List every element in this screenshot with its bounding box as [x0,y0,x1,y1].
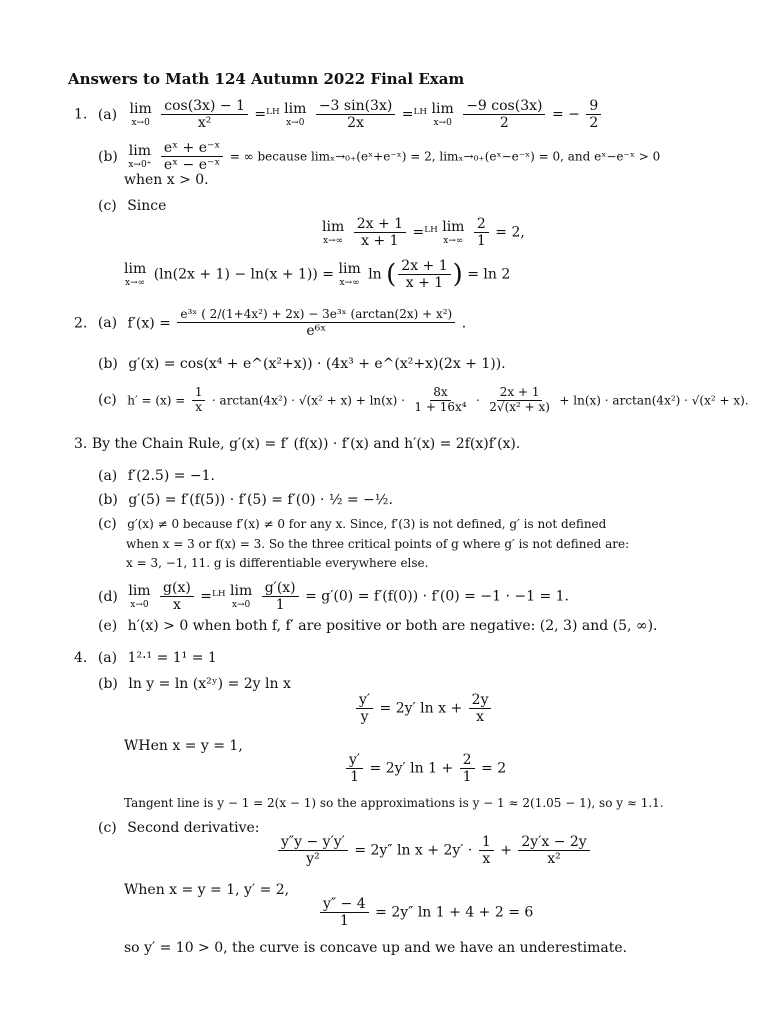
q3d-lhopital: =ᴸᴴ [200,588,226,605]
q3b-text: g′(5) = f′(f(5)) · f′(5) = f′(0) · ½ = −½. [128,492,393,508]
q1c-limit-3: lim x→∞ [124,261,147,288]
q1c-fraction-3: $\frac{2x + 1}{x + 1}$ [398,258,450,291]
q4b-equation-1 [354,692,493,725]
q1-number: 1. [74,106,88,123]
q4b-fraction-4: $\frac{2}{1}$ [460,752,475,785]
q1c-limit-1: lim x→∞ [322,219,345,246]
q3-number: 3. [74,436,88,452]
q2-line-c [98,386,749,415]
q3-line-b [98,492,393,510]
q2a-dot: . [461,315,467,332]
q1a-label: (a) [97,106,118,123]
q1c-equation-1 [322,216,525,249]
q4b-fraction-1: $\frac{y'}{y}$ [356,692,373,725]
q3c-line-3: x = 3, −1, 11. g is differentiable everywhere else. [126,556,429,570]
q1a-result: $\frac{9}{2}$ [586,98,601,131]
q1c-ln: ln [368,266,382,283]
q4c-label: (c) [98,820,117,836]
q2a-label: (a) [97,315,118,332]
q3d-limit-1: lim x→0 [128,583,151,610]
q4a-label: (a) [97,650,118,666]
q4-line-c [98,820,259,838]
q2c-middle: · arctan(4x²) · √(x² + x) + ln(x) · [211,393,405,408]
q4c-equation-2 [318,896,533,929]
q1c-middle: (ln(2x + 1) − ln(x + 1)) = [153,266,335,283]
q1b-label: (b) [98,148,118,165]
q4-line-a [74,650,217,668]
q4b-when: WHen x = y = 1, [124,738,243,754]
q3c-line-1: g′(x) ≠ 0 because f′(x) ≠ 0 for any x. Since, f′(3) is not defined, g′ is not defined [127,517,607,531]
q4c-equation-1 [276,834,592,867]
q4b-equation-2 [344,752,506,785]
q3d-fraction-1: $\frac{g(x)}{x}$ [160,580,194,613]
q1-line-b [98,140,660,173]
q1a-equals: = − [551,106,580,123]
q2c-lhs: h′ = (x) = [127,393,186,408]
q1-line-a [74,98,603,131]
q2b-label: (b) [98,356,118,372]
q4c-end: = 2y″ ln 1 + 4 + 2 = 6 [375,904,534,921]
q1a-limit-2: lim x→0 [284,101,307,128]
q1c-end: = ln 2 [467,266,511,283]
q4c-final: so y′ = 10 > 0, the curve is concave up and we have an underestimate. [124,940,628,956]
q1b-fraction: $\frac{\text{eˣ + e⁻ˣ}}{\text{eˣ − e⁻ˣ}}$ [161,140,223,173]
q3d-limit-2: lim x→0 [230,583,253,610]
q4c-fraction-2: $\frac{1}{x}$ [479,834,494,867]
q1c-limit-4: lim x→∞ [338,261,361,288]
q1a-lhopital-2: =ᴸᴴ [401,106,428,123]
q3c-label: (c) [98,516,117,532]
q3-line-c [98,516,606,534]
q4b-fraction-2: $\frac{2y}{x}$ [469,692,492,725]
q1c-fraction-1: $\frac{2x + 1}{x + 1}$ [354,216,406,249]
q2c-end: + ln(x) · arctan(4x²) · √(x² + x). [559,393,749,408]
q1b-continuation: when x > 0. [124,172,209,188]
q3d-end: = g′(0) = f′(f(0)) · f′(0) = −1 · −1 = 1. [305,588,569,605]
q2b-text: g′(x) = cos(x⁴ + e^(x²+x)) · (4x³ + e^(x²+x)(2x + 1)). [128,356,506,372]
q4c-middle: = 2y″ ln x + 2y′ · [354,842,473,859]
q3-line-a [98,468,215,486]
q2a-fraction: $\frac{\text{e³ˣ ( 2/(1+4x²) + 2x) − 3e³ˣ (arctan(2x) + x²)}}{\text{e⁶ˣ}}$ [177,308,455,339]
q3-intro: By the Chain Rule, g′(x) = f′ (f(x)) · f′(x) and h′(x) = 2f(x)f′(x). [91,436,521,452]
q3c-line-2: when x = 3 or f(x) = 3. So the three critical points of g where g′ is not defined are: [126,537,630,551]
q4c-when: When x = y = 1, y′ = 2, [124,882,290,898]
q2-number: 2. [74,315,88,332]
q1a-limit-3: lim x→0 [431,101,454,128]
q1a-fraction-3: $\frac{-9 \cos(3x)}{2}$ [463,98,545,131]
q2c-fraction-1: $\frac{1}{x}$ [192,386,206,415]
q1c-limit-2: lim x→∞ [442,219,465,246]
q2a-lhs: f′(x) = [127,315,171,332]
q4c-fraction-4: $\frac{y'' - 4}{1}$ [320,896,369,929]
q3a-text: f′(2.5) = −1. [127,468,216,484]
q1b-limit: lim x→0⁺ [128,143,152,170]
q4c-text: Second derivative: [127,820,260,836]
q3-line-d [98,580,569,613]
q3d-label: (d) [98,588,118,605]
q4a-text: 1²·¹ = 1¹ = 1 [127,650,217,666]
q1-line-c [98,198,166,216]
q3e-label: (e) [98,618,118,634]
q4b-text: ln y = ln (x²ʸ) = 2y ln x [128,676,291,692]
q1a-fraction-1: $\frac{\cos(3x) - 1}{\text{x²}}$ [161,98,248,131]
q4b-middle-2: = 2y′ ln 1 + [369,760,454,777]
q2c-fraction-2: $\frac{8x}{\text{1 + 16x⁴}}$ [414,385,467,414]
q4b-middle: = 2y′ ln x + [379,700,463,717]
q4b-tangent: Tangent line is y − 1 = 2(x − 1) so the approximations is y − 1 ≈ 2(1.05 − 1), so y ≈ 1.1. [124,796,664,810]
q2c-label: (c) [98,392,117,409]
q3b-label: (b) [98,492,118,508]
q4b-label: (b) [98,676,118,692]
q1c-equation-2: lim x→∞ (ln(2x + 1) − ln(x + 1)) = lim x→∞ ln ( $\frac{2x + 1}{x + 1}$ ) = ln 2 [124,258,511,292]
q4c-fraction-3: $\frac{2y'x - 2y}{\text{x²}}$ [518,834,589,867]
q1b-explanation: = ∞ because limₓ→₀₊(eˣ+e⁻ˣ) = 2, limₓ→₀₊(eˣ−e⁻ˣ) = 0, and eˣ−e⁻ˣ > 0 [229,149,661,164]
q1a-lhopital-1: =ᴸᴴ [254,106,280,123]
q3-line-e [98,618,658,636]
q3d-fraction-2: $\frac{g'(x)}{1}$ [262,580,299,613]
q2c-fraction-3: $\frac{2x + 1}{\text{2√(x² + x)}}$ [489,385,550,414]
q1c-tail: = 2, [495,224,525,241]
q1a-limit-1: lim x→0 [129,101,152,128]
q1c-fraction-2: $\frac{2}{1}$ [474,216,489,249]
q4-number: 4. [74,650,88,666]
q2c-dot: · [476,393,480,408]
page-title: Answers to Math 124 Autumn 2022 Final Exam [68,70,465,88]
q4b-end-2: = 2 [481,760,507,777]
q1a-fraction-2: $\frac{-3 \sin(3x)}{2x}$ [316,98,396,131]
q3a-label: (a) [98,468,118,484]
q4c-fraction-1: $\frac{y''y - y'y'}{\text{y²}}$ [278,834,348,867]
q4c-plus: + [500,842,512,859]
q2-line-b [98,356,506,374]
q3e-text: h′(x) > 0 when both f, f′ are positive or both are negative: (2, 3) and (5, ∞). [127,618,658,634]
q1c-label: (c) [98,198,117,214]
q2-line-a [74,308,466,339]
q4-line-b [98,676,291,694]
q4b-fraction-3: $\frac{y'}{1}$ [346,752,363,785]
q1c-lhopital: =ᴸᴴ [412,224,438,241]
q3-intro-line [74,436,520,454]
q1c-since: Since [127,198,167,214]
